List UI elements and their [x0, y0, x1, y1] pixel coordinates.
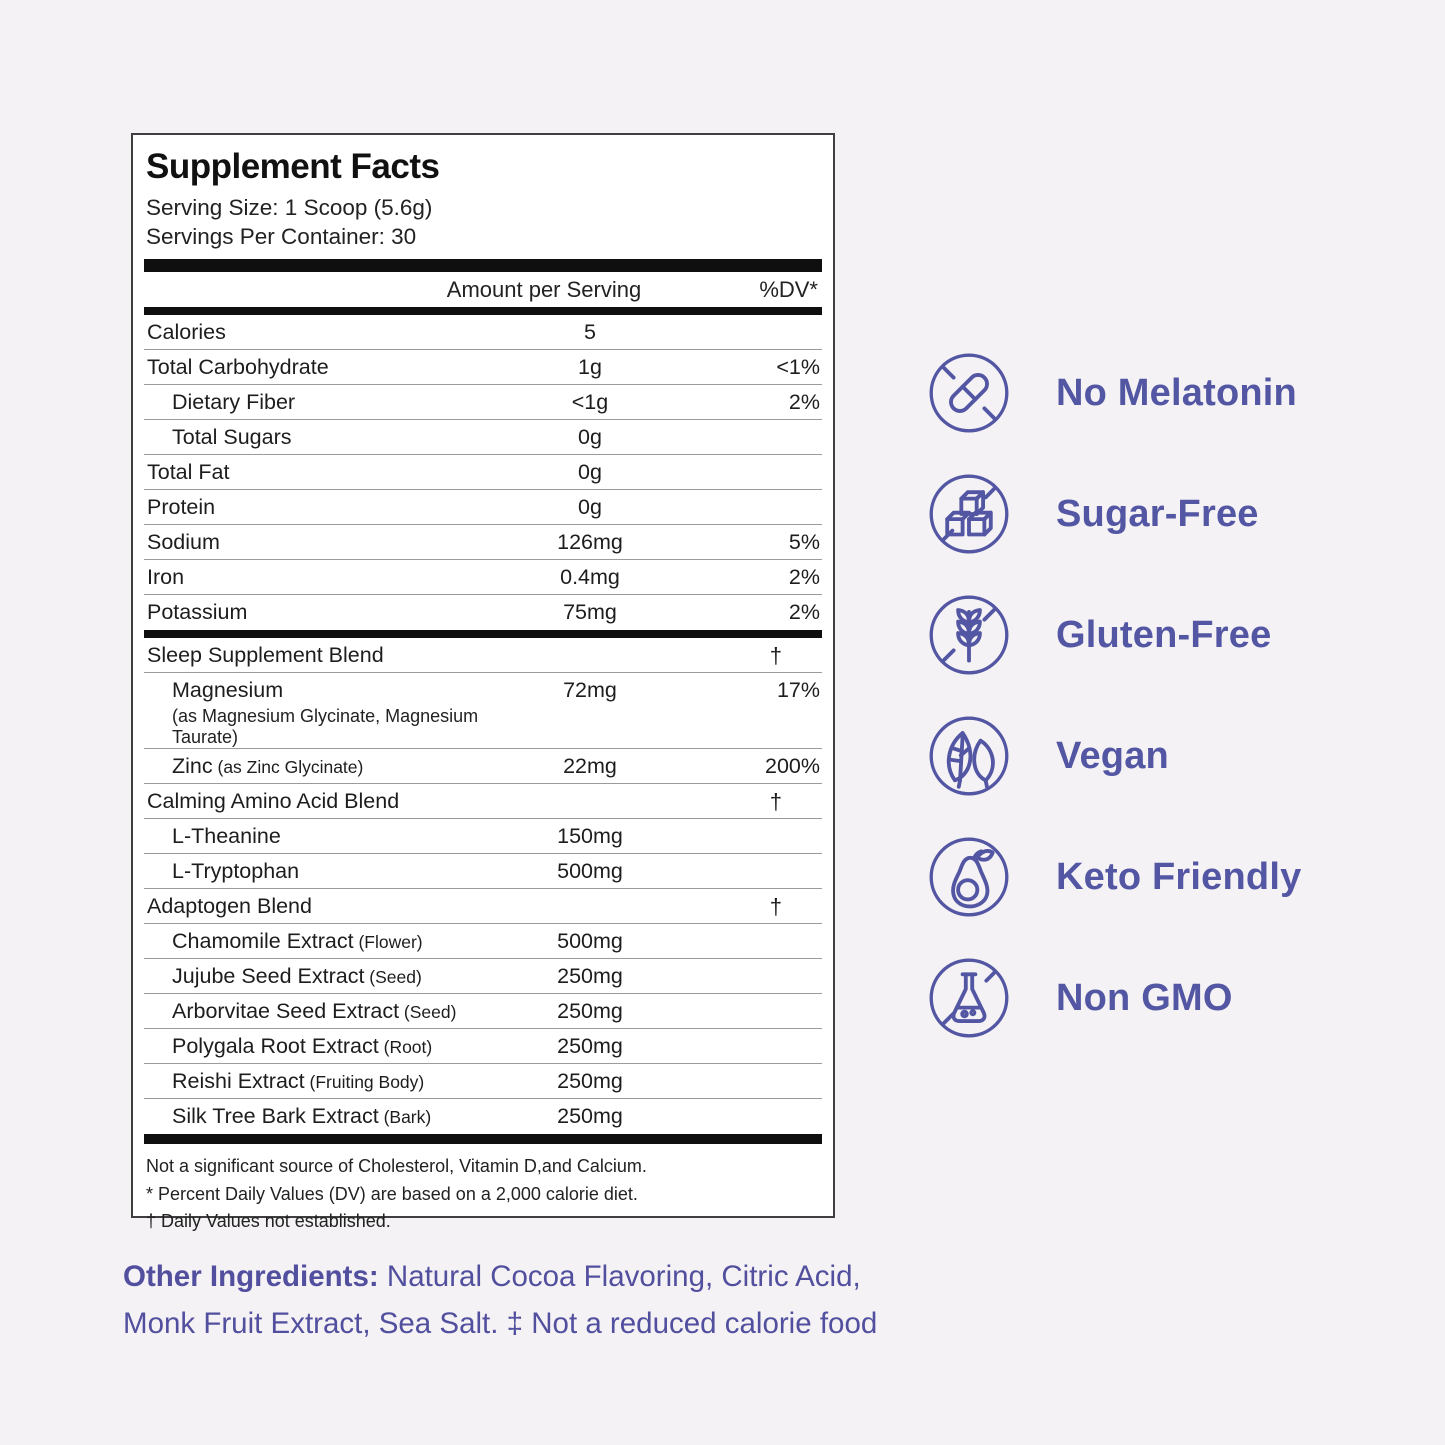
nutrient-name: Adaptogen Blend [147, 894, 312, 918]
vegan-leaves-icon [928, 715, 1010, 797]
badge-label: Keto Friendly [1056, 855, 1302, 898]
non-gmo-flask-icon [928, 957, 1010, 1039]
other-ingredients-text [123, 1253, 1023, 1347]
table-row [144, 819, 822, 854]
nutrient-name: Chamomile Extract (Flower) [172, 929, 423, 953]
feature-badges [928, 352, 1301, 1039]
nutrient-dv: † [769, 894, 782, 919]
nutrient-amount: 250mg [557, 1034, 623, 1058]
badge-keto-friendly [928, 836, 1301, 918]
nutrient-amount: 0g [578, 425, 602, 449]
table-row [144, 638, 822, 673]
nutrient-dv: 200% [765, 754, 820, 778]
nutrient-name: Arborvitae Seed Extract (Seed) [172, 999, 457, 1023]
nutrient-source-note: (Bark) [378, 1107, 432, 1127]
nutrient-source-note: (Seed) [399, 1002, 457, 1022]
table-row [144, 924, 822, 959]
table-row [144, 420, 822, 455]
nutrient-source-note: (Seed) [364, 967, 422, 987]
facts-column-header [144, 272, 822, 307]
nutrient-source-note: (as Zinc Glycinate) [212, 757, 364, 777]
badge-label: Non GMO [1056, 976, 1233, 1019]
nutrient-source-note: (Fruiting Body) [304, 1072, 425, 1092]
table-row [144, 1029, 822, 1064]
table-row [144, 560, 822, 595]
nutrient-amount: 126mg [557, 530, 623, 554]
nutrient-dv: † [769, 789, 782, 814]
table-row [144, 1064, 822, 1099]
nutrient-name: Sleep Supplement Blend [147, 643, 384, 667]
nutrient-amount: 500mg [557, 929, 623, 953]
footnote-line: † Daily Values not established. [146, 1211, 391, 1231]
nutrient-name: Calories [147, 320, 226, 344]
supplement-facts-panel [131, 133, 835, 1231]
nutrient-source-note: (Root) [378, 1037, 433, 1057]
badge-sugar-free [928, 473, 1301, 555]
nutrient-name: Total Carbohydrate [147, 355, 329, 379]
badge-label: No Melatonin [1056, 371, 1297, 414]
table-row [144, 1099, 822, 1134]
nutrient-name: Silk Tree Bark Extract (Bark) [172, 1104, 432, 1128]
nutrient-amount: 500mg [557, 859, 623, 883]
nutrient-amount: 250mg [557, 999, 623, 1023]
no-sugar-cubes-icon [928, 473, 1010, 555]
supplement-facts-title: Supplement Facts [146, 147, 440, 186]
nutrient-amount: 250mg [557, 1104, 623, 1128]
serving-size-text: Serving Size: 1 Scoop (5.6g) [146, 195, 433, 220]
table-row [144, 889, 822, 924]
nutrient-amount: 72mg [563, 678, 617, 702]
no-gluten-wheat-icon [928, 594, 1010, 676]
nutrient-name: Magnesium (as Magnesium Glycinate, Magnesium Taurate) [144, 678, 500, 748]
nutrient-name: Dietary Fiber [172, 390, 296, 414]
thick-divider-bar [144, 259, 822, 272]
nutrient-name: Iron [147, 565, 185, 589]
keto-avocado-icon [928, 836, 1010, 918]
nutrient-amount: <1g [571, 390, 609, 414]
other-ingredients-line2: Monk Fruit Extract, Sea Salt. ‡ Not a reduced calorie food [123, 1307, 878, 1340]
nutrient-name: Calming Amino Acid Blend [147, 789, 400, 813]
nutrient-name: L-Theanine [172, 824, 281, 848]
nutrient-amount: 150mg [557, 824, 623, 848]
nutrient-source-note: (Flower) [353, 932, 423, 952]
table-row [144, 455, 822, 490]
nutrient-name: Zinc (as Zinc Glycinate) [172, 754, 364, 778]
medium-divider-bar [144, 307, 822, 315]
nutrient-name: Potassium [147, 600, 248, 624]
nutrient-amount: 0g [578, 495, 602, 519]
table-row [144, 673, 822, 749]
nutrient-dv: 2% [788, 390, 820, 414]
nutrient-dv: 2% [788, 565, 820, 589]
nutrient-name: Sodium [147, 530, 220, 554]
thick-divider-bar [144, 630, 822, 638]
no-melatonin-pill-icon [928, 352, 1010, 434]
thick-divider-bar [144, 1134, 822, 1144]
nutrient-name: Polygala Root Extract (Root) [172, 1034, 433, 1058]
nutrient-amount: 22mg [563, 754, 617, 778]
nutrient-amount: 1g [578, 355, 602, 379]
amount-per-serving-header: Amount per Serving [446, 277, 642, 302]
nutrient-dv: † [769, 643, 782, 668]
table-row [144, 854, 822, 889]
other-ingredients-line1-rest: Natural Cocoa Flavoring, Citric Acid, [378, 1260, 861, 1293]
servings-per-container-text: Servings Per Container: 30 [146, 224, 417, 249]
table-row [144, 595, 822, 630]
nutrient-amount: 75mg [563, 600, 617, 624]
nutrient-name: Protein [147, 495, 216, 519]
badge-label: Sugar-Free [1056, 492, 1259, 535]
table-row [144, 490, 822, 525]
badge-no-melatonin [928, 352, 1301, 434]
nutrient-name: Total Sugars [172, 425, 292, 449]
nutrient-dv: 5% [788, 530, 820, 554]
badge-label: Gluten-Free [1056, 613, 1272, 656]
nutrient-dv: 17% [776, 678, 820, 702]
nutrient-dv: <1% [776, 355, 820, 379]
table-row [144, 315, 822, 350]
table-row [144, 350, 822, 385]
table-row [144, 525, 822, 560]
table-row [144, 749, 822, 784]
nutrient-amount: 250mg [557, 964, 623, 988]
nutrient-amount: 5 [584, 320, 596, 344]
other-ingredients-line1 [123, 1253, 1023, 1300]
percent-dv-header: %DV* [759, 277, 818, 302]
badge-vegan [928, 715, 1301, 797]
nutrient-amount: 0g [578, 460, 602, 484]
table-row [144, 784, 822, 819]
nutrient-name: Reishi Extract (Fruiting Body) [172, 1069, 425, 1093]
table-row [144, 994, 822, 1029]
nutrient-amount: 250mg [557, 1069, 623, 1093]
nutrient-name: Jujube Seed Extract (Seed) [172, 964, 422, 988]
other-ingredients-label: Other Ingredients: [123, 1260, 379, 1293]
nutrient-name: Total Fat [147, 460, 230, 484]
footnotes [146, 1153, 822, 1236]
nutrient-name: L-Tryptophan [172, 859, 300, 883]
badge-non-gmo [928, 957, 1301, 1039]
nutrient-amount: 0.4mg [560, 565, 620, 589]
footnote-line: Not a significant source of Cholesterol, Vitamin D,and Calcium. [146, 1156, 647, 1176]
badge-gluten-free [928, 594, 1301, 676]
table-row [144, 959, 822, 994]
badge-label: Vegan [1056, 734, 1169, 777]
table-row [144, 385, 822, 420]
nutrient-dv: 2% [788, 600, 820, 624]
facts-table [144, 315, 822, 1144]
nutrient-source-note: (as Magnesium Glycinate, Magnesium Taurate) [172, 706, 479, 747]
footnote-line: * Percent Daily Values (DV) are based on a 2,000 calorie diet. [146, 1183, 638, 1204]
